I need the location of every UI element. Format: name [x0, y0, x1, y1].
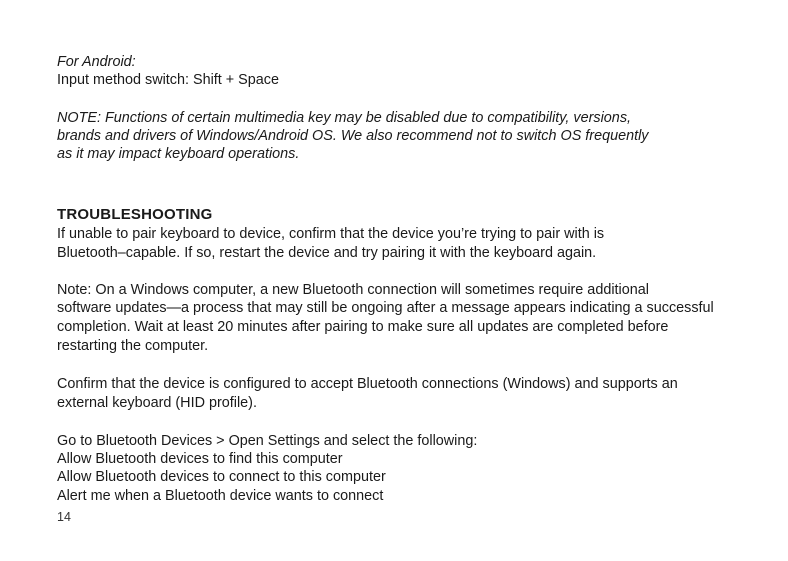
pair-line-1: If unable to pair keyboard to device, confirm that the device you’re trying to pair with is — [57, 226, 605, 242]
windows-note-line-4: restarting the computer. — [57, 338, 209, 354]
note-line-2: brands and drivers of Windows/Android OS. We also recommend not to switch OS frequently — [57, 128, 649, 144]
note-line-3: as it may impact keyboard operations. — [57, 146, 300, 162]
confirm-line-2: external keyboard (HID profile). — [57, 395, 257, 411]
android-input-switch: Input method switch: Shift + Space — [57, 72, 279, 88]
settings-line-1: Go to Bluetooth Devices > Open Settings and select the following: — [57, 433, 478, 449]
windows-note-line-3: completion. Wait at least 20 minutes after pairing to make sure all updates are completed before — [57, 319, 669, 335]
pair-line-2: Bluetooth–capable. If so, restart the device and try pairing it with the keyboard again. — [57, 245, 597, 261]
confirm-line-1: Confirm that the device is configured to accept Bluetooth connections (Windows) and supports an — [57, 376, 678, 392]
settings-line-4: Alert me when a Bluetooth device wants to connect — [57, 488, 384, 504]
android-title: For Android: — [57, 54, 136, 70]
page-number: 14 — [57, 510, 71, 524]
settings-line-2: Allow Bluetooth devices to find this computer — [57, 451, 343, 467]
troubleshooting-heading: TROUBLESHOOTING — [57, 206, 213, 223]
settings-line-3: Allow Bluetooth devices to connect to this computer — [57, 469, 386, 485]
windows-note-line-2: software updates—a process that may still be ongoing after a message appears indicating a successful — [57, 300, 714, 316]
windows-note-line-1: Note: On a Windows computer, a new Bluetooth connection will sometimes require additional — [57, 282, 649, 298]
note-line-1: NOTE: Functions of certain multimedia key may be disabled due to compatibility, versions, — [57, 110, 632, 126]
